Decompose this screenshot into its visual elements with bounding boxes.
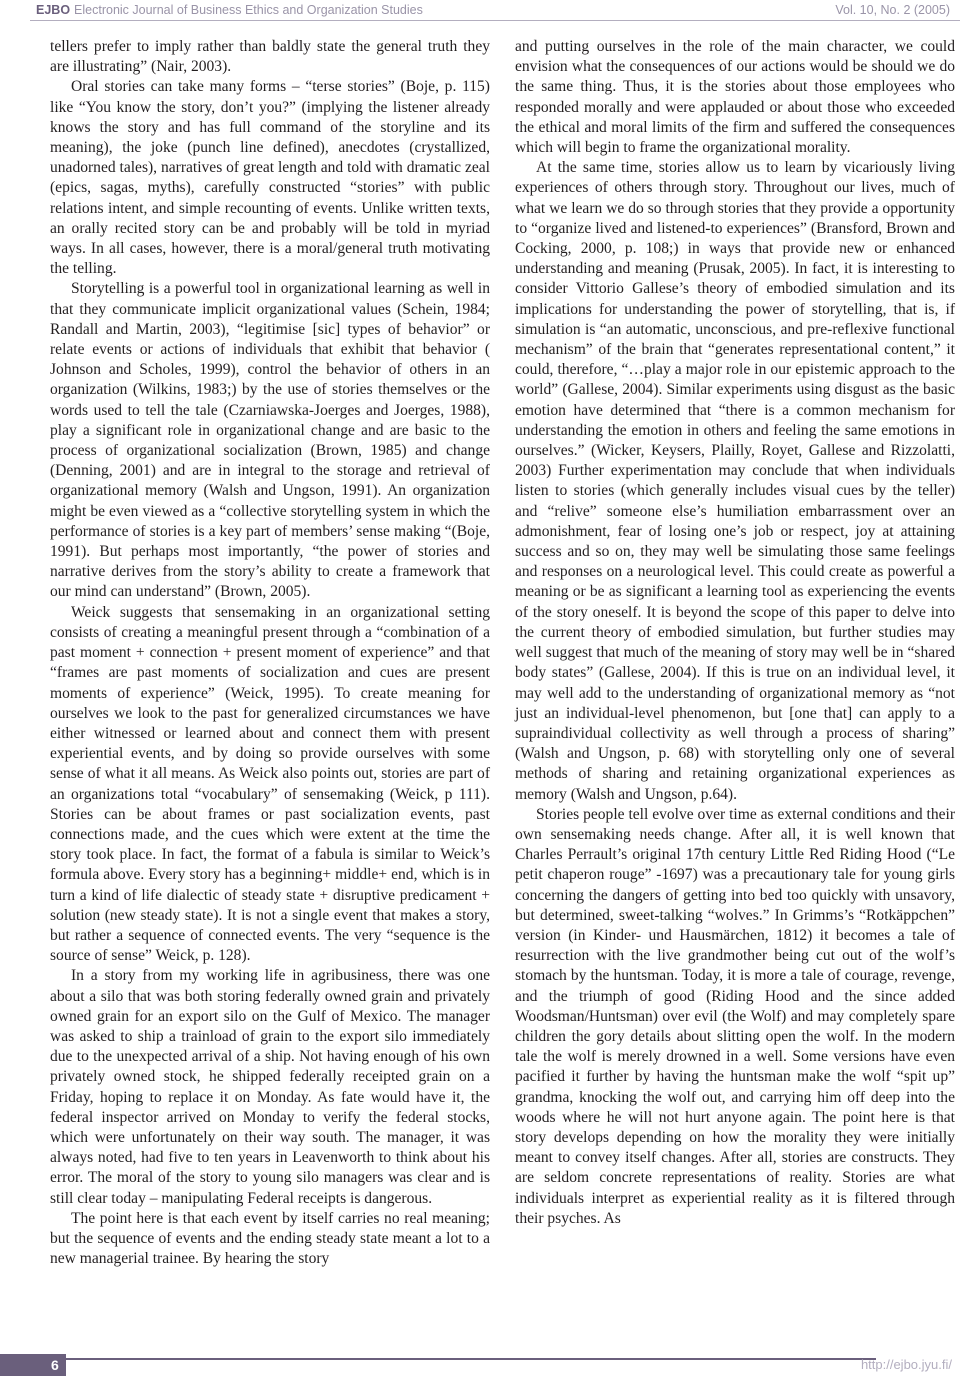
paragraph: tellers prefer to imply rather than baldly state the general truth they are illustrating” (Nair, 2003). [50, 38, 490, 76]
page-number: 6 [51, 1357, 59, 1373]
header-divider [30, 20, 960, 21]
paragraph: Weick suggests that sensemaking in an organizational setting consists of creating a meaningful present through a “combination of a past moment + connection + present moment of experience” and that “frames are past moments of socialization and cues are present moments of experience” (Weick, 1995). To create meaning for ourselves we look to the past for generalized circumstances we have either witnessed or learned about and connect them with present experiential events, and by doing so provide ourselves with some sense of what it all means. As Weick also points out, stories are part of an organizations total “vocabulary” of sensemaking (Weick, p 111). Stories can be about frames or past socialization events, past connections made, and the cues which were extent at the time the story took place. In fact, the format of a fabula is similar to Weick’s formula above. Every story has a beginning+ middle+ end, which is in turn a kind of life dialectic of steady state + disruptive predicament + solution (new steady state). It is not a single event that makes a story, but rather a sequence of connected events. The very “sequence is the source of sense” Weick, p. 128). [50, 603, 490, 965]
journal-url-link[interactable]: http://ejbo.jyu.fi/ [860, 1357, 952, 1372]
journal-name [36, 0, 423, 20]
footer-divider [66, 1358, 876, 1360]
paragraph: The point here is that each event by itself carries no real meaning; but the sequence of events and the ending steady state meant a lot to a new managerial trainee. By hearing the story [50, 1209, 490, 1268]
page-number-badge [0, 1354, 66, 1376]
paragraph: Storytelling is a powerful tool in organizational learning as well in that they communicate implicit organizational values (Schein, 1984; Randall and Martin, 2003), “legitimise [sic] types of behavior” or relate events or actions of individuals that exhibit that behavior ( Johnson and Scholes, 1999), control the behavior of others in an organization (Wilkins, 1983;) by the use of stories themselves or the words used to tell the tale (Czarniawska-Joerges and Joerges, 1988), play a significant role in organizational change and are basic to the process of organizational socialization (Brown, 1985) and change (Denning, 2001) and are in integral to the storage and retrieval of organizational memory (Walsh and Ungson, 1991). An organization might be even viewed as a “collective storytelling system in which the performance of stories is a key part of members’ sense making “(Boje, 1991). But perhaps most importantly, “the power of stories and narrative derives from the story’s ability to create a framework that our mind can understand” (Brown, 2005). [50, 280, 490, 601]
paragraph: Stories people tell evolve over time as external conditions and their own sensemaking needs change. After all, it is well known that Charles Perrault’s original 17th century Little Red Riding Hood (“Le petit chaperon rouge” -1697) was a precautionary tale for young girls concerning the dangers of getting into bed too quickly with unsavory, but determined, sweet-talking “wolves.” In Grimms’s “Rotkäppchen” version (in Kinder- und Hausmärchen, 1812) it becomes a tale of resurrection with the live grandmother being cut out of the wolf’s stomach by the huntsman. Today, it is more a tale of courage, revenge, and the triumph of good (Riding Hood and the since added Woodsman/Huntsman) over evil (the Wolf) and may completely spare children the gory details about slitting open the wolf. In the modern tale the wolf is merely drowned in a well. Some versions have even pacified it further by having the huntsman make the wolf “spit up” grandma, knocking the wolf out, and carrying him off deep into the woods where he will not hurt anyone again. The point here is that story develops depending on how the morality they were initially meant to convey itself changes. After all, stories are constructs. They are seldom concrete representations of reality. Stories are what individuals interpret as experiential reality as it is filtered through their psyches. As [515, 805, 955, 1227]
paragraph: In a story from my working life in agribusiness, there was one about a silo that was both storing federally owned grain and privately owned grain for an export silo on the Gulf of Mexico. The manager was asked to ship a trainload of grain to the export silo immediately due to the unexpected arrival of a ship. Not having enough of his own privately owned stock, he shipped federally receipted grain on a Friday, hoping to replace it on Monday. As fate would have it, the federal inspector arrived on Monday to verify the federal stocks, which were unfortunately on their way south. The manager, it was always noted, had five to ten years in Leavenworth to think about his error. The moral of the story to young silo managers was clear and is still clear today – manipulating Federal receipts is dangerous. [50, 967, 490, 1207]
left-column [50, 37, 490, 1269]
paragraph: Oral stories can take many forms – “terse stories” (Boje, p. 115) like “You know the story, don’t you?” (implying the listener already knows the story and has full command of the storyline and its meaning), the joke (punch line defined), anecdotes (crystallized, unadorned tales), narratives of great length and told with dramatic zeal (epics, sagas, myths), carefully constructed “stories” with public relations intent, and simple recounting of events. Unlike written texts, an orally recited story can be and probably will be told in myriad ways. In all cases, however, there is a moral/general truth motivating the telling. [50, 78, 490, 278]
paragraph: and putting ourselves in the role of the main character, we could envision what the consequences of our actions would be should we do the same thing. Thus, it is the stories about those employees who responded morally and were applauded or about those who exceeded the ethical and moral limits of the firm and suffered the consequences which will begin to frame the organizational morality. [515, 38, 955, 157]
right-column [515, 37, 955, 1229]
paragraph: At the same time, stories allow us to learn by vicariously living experiences of others through story. Throughout our lives, much of what we learn we do so through stories that they provide a opportunity to “organize lived and listened-to experiences” (Bransford, Brown and Cocking, 2000, p. 108;) in ways that provide new or enhanced understanding and meaning (Prusak, 2005). In fact, it is interesting to consider Vittorio Gallese’s theory of embodied simulation and its implications for understanding the power of storytelling, that is, if simulation is “an automatic, unconscious, and pre-reflexive functional mechanism” of the brain that “generates representational content,” it could, therefore, “…play a major role in our epistemic approach to the world” (Gallese, 2004). Similar experiments using disgust as the basic emotion have determined that “there is a common mechanism for understanding the emotion in others and feeling the same emotions in ourselves.” (Wicker, Keysers, Plailly, Royet, Gallese and Rizzolatti, 2003) Further experimentation may conclude that when individuals listen to stories (which generally includes visual cues by the teller) and “relive” someone else’s humiliation embarrassment over an admonishment, fear of losing one’s job or respect, joy at attaining success and so on, they may well be simulating those same feelings and responses on a neurological level. This could create as powerful a meaning or be as significant a learning tool as experiencing the events of the story oneself. It is beyond the scope of this paper to delve into the current theory of embodied simulation, but further studies may well suggest that much of the meaning of story may well be in “shared body states” (Gallese, 2004). If this is true on an individual level, it may well add to the understanding of organizational memory as “not just an individual-level phenomenon, but [one that] can apply to a supraindividual collectivity as well through a process of sharing” (Walsh and Ungson, p. 68) with storytelling only one of several methods of sharing and retaining organizational experiences as memory (Walsh and Ungson, p.64). [515, 159, 955, 803]
journal-abbreviation: EJBO [36, 3, 71, 17]
running-header [0, 0, 960, 20]
volume-issue: Vol. 10, No. 2 (2005) [835, 3, 950, 17]
journal-title: Electronic Journal of Business Ethics and Organization Studies [74, 3, 423, 17]
